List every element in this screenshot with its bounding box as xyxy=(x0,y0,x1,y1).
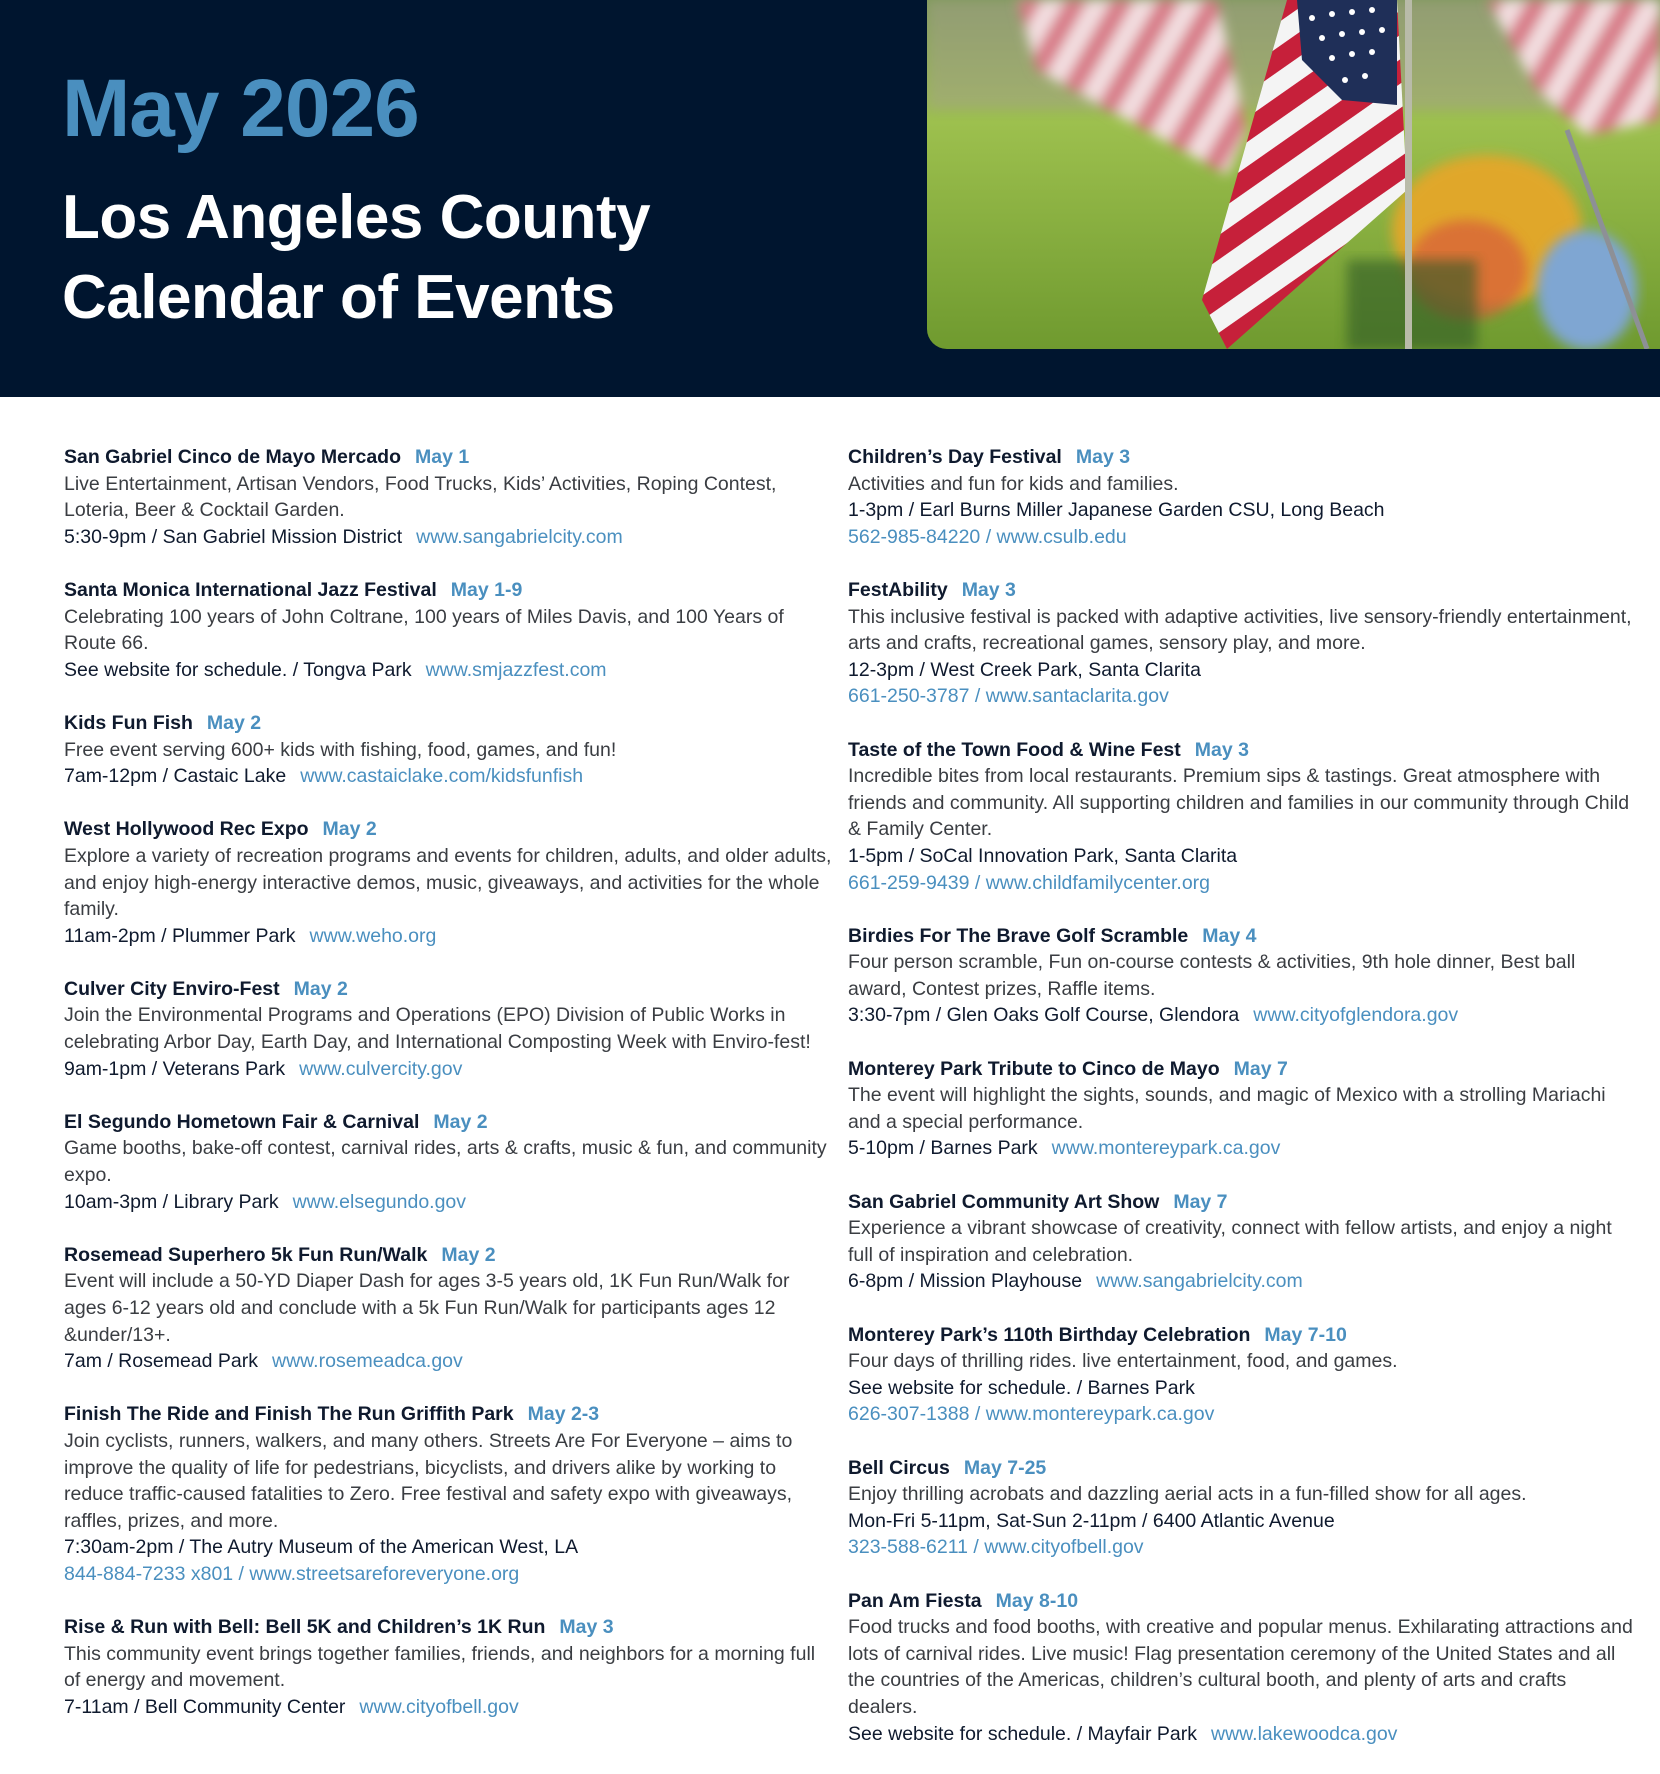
event-date: May 7-10 xyxy=(1264,1323,1347,1346)
event-details: 3:30-7pm / Glen Oaks Golf Course, Glendora xyxy=(848,1004,1240,1027)
event-header xyxy=(848,1322,1638,1349)
american-flag-photo xyxy=(927,0,1660,349)
event-details: See website for schedule. / Tongva Park xyxy=(64,658,412,681)
event-date: May 2 xyxy=(433,1110,488,1133)
event-time-location xyxy=(64,1694,834,1721)
event-time-location xyxy=(848,843,1638,870)
events-column-right xyxy=(848,444,1638,1774)
event-item xyxy=(848,1189,1638,1295)
event-name: San Gabriel Community Art Show xyxy=(848,1190,1160,1213)
event-header xyxy=(848,1056,1638,1083)
event-description: Incredible bites from local restaurants. Premium sips & tastings. Great atmosphere with friends and community. All supporting children and families in our community through Child & Family Center. xyxy=(848,765,1630,841)
event-name: Pan Am Fiesta xyxy=(848,1589,982,1612)
event-description: Celebrating 100 years of John Coltrane, 100 years of Miles Davis, and 100 Years of Route 66. xyxy=(64,605,784,655)
header-banner xyxy=(0,0,1660,397)
event-header xyxy=(64,1109,834,1136)
event-header xyxy=(848,1189,1638,1216)
event-item xyxy=(848,737,1638,897)
event-header xyxy=(64,976,834,1003)
event-name: Rise & Run with Bell: Bell 5K and Children’s 1K Run xyxy=(64,1616,546,1639)
event-contact-link[interactable]: 323-588-6211 / www.cityofbell.gov xyxy=(848,1536,1144,1559)
event-item xyxy=(848,1588,1638,1748)
event-website-link[interactable]: www.sangabrielcity.com xyxy=(416,525,623,548)
event-name: Children’s Day Festival xyxy=(848,446,1062,468)
event-name: Taste of the Town Food & Wine Fest xyxy=(848,738,1181,761)
page-title xyxy=(62,178,650,338)
event-item xyxy=(848,1056,1638,1162)
event-contact-link[interactable]: 661-259-9439 / www.childfamilycenter.org xyxy=(848,871,1211,894)
event-date: May 3 xyxy=(1194,738,1249,761)
event-website-link[interactable]: www.cityofbell.gov xyxy=(359,1695,519,1718)
event-header xyxy=(64,1614,834,1641)
event-date: May 2 xyxy=(441,1243,496,1266)
event-details: 12-3pm / West Creek Park, Santa Clarita xyxy=(848,658,1201,681)
event-item xyxy=(848,1322,1638,1428)
event-contact-link[interactable]: 562-985-84220 / www.csulb.edu xyxy=(848,525,1127,548)
event-item xyxy=(64,577,834,683)
event-contact-link[interactable]: 661-250-3787 / www.santaclarita.gov xyxy=(848,685,1169,708)
event-description: Join cyclists, runners, walkers, and many others. Streets Are For Everyone – aims to improve the quality of life for pedestrians, bicyclists, and drivers alike by working to reduce traffic-caused fatalities to Zero. Free festival and safety expo with giveaways, raffles, prizes, and more. xyxy=(64,1429,793,1532)
event-details: 7:30am-2pm / The Autry Museum of the American West, LA xyxy=(64,1536,579,1559)
event-time-location xyxy=(848,1721,1638,1748)
event-details: See website for schedule. / Mayfair Park xyxy=(848,1722,1197,1745)
events-column-left xyxy=(64,444,834,1747)
event-description: Event will include a 50-YD Diaper Dash for ages 3-5 years old, 1K Fun Run/Walk for ages 6-12 years old and conclude with a 5k Fun Run/Walk for participants ages 12 &under/13+. xyxy=(64,1270,790,1346)
event-date: May 1 xyxy=(415,446,470,468)
event-header xyxy=(848,923,1638,950)
event-description: Game booths, bake-off contest, carnival rides, arts & crafts, music & fun, and community expo. xyxy=(64,1137,827,1187)
event-name: Finish The Ride and Finish The Run Griffith Park xyxy=(64,1403,514,1426)
event-details: See website for schedule. / Barnes Park xyxy=(848,1376,1195,1399)
event-description: Four days of thrilling rides. live entertainment, food, and games. xyxy=(848,1350,1398,1373)
event-header xyxy=(64,816,834,843)
event-date: May 7 xyxy=(1173,1190,1228,1213)
event-item xyxy=(848,444,1638,550)
event-details: 10am-3pm / Library Park xyxy=(64,1190,279,1213)
flag-photo-icon xyxy=(927,0,1660,349)
event-time-location xyxy=(64,1534,834,1561)
event-header xyxy=(64,1242,834,1269)
event-name: Bell Circus xyxy=(848,1456,950,1479)
event-website-link[interactable]: www.smjazzfest.com xyxy=(425,658,607,681)
event-header xyxy=(848,577,1638,604)
event-website-link[interactable]: www.cityofglendora.gov xyxy=(1253,1004,1459,1027)
event-time-location xyxy=(848,1508,1638,1535)
event-time-location xyxy=(64,1056,834,1083)
event-description: Join the Environmental Programs and Operations (EPO) Division of Public Works in celebrating Arbor Day, Earth Day, and International Composting Week with Enviro-fest! xyxy=(64,1004,811,1054)
event-details: 7am / Rosemead Park xyxy=(64,1350,259,1373)
event-description: This community event brings together families, friends, and neighbors for a morning full of energy and movement. xyxy=(64,1642,816,1692)
event-date: May 2 xyxy=(322,818,377,841)
event-website-link[interactable]: www.elsegundo.gov xyxy=(292,1190,467,1213)
event-header xyxy=(848,737,1638,764)
event-header xyxy=(848,444,1638,471)
event-date: May 8-10 xyxy=(995,1589,1079,1612)
month-heading: May 2026 xyxy=(62,63,419,154)
event-details: 1-5pm / SoCal Innovation Park, Santa Clarita xyxy=(848,844,1238,867)
event-time-location xyxy=(848,1002,1638,1029)
event-date: May 3 xyxy=(961,578,1016,601)
event-header xyxy=(64,444,834,471)
event-time-location xyxy=(64,657,834,684)
event-name: Santa Monica International Jazz Festival xyxy=(64,578,437,601)
event-item xyxy=(848,577,1638,710)
event-name: Rosemead Superhero 5k Fun Run/Walk xyxy=(64,1243,428,1266)
event-name: Monterey Park Tribute to Cinco de Mayo xyxy=(848,1057,1220,1080)
event-item xyxy=(64,444,834,550)
page-title-line-1: Los Angeles County xyxy=(62,183,651,252)
event-header xyxy=(64,710,834,737)
event-website-link[interactable]: www.castaiclake.com/kidsfunfish xyxy=(300,765,584,788)
event-website-link[interactable]: www.rosemeadca.gov xyxy=(272,1350,463,1373)
event-description: The event will highlight the sights, sounds, and magic of Mexico with a strolling Mariachi and a special performance. xyxy=(848,1084,1606,1133)
event-name: Culver City Enviro-Fest xyxy=(64,977,280,1000)
event-time-location xyxy=(64,763,834,790)
event-name: West Hollywood Rec Expo xyxy=(64,818,309,841)
event-description: Experience a vibrant showcase of creativity, connect with fellow artists, and enjoy a night full of inspiration and celebration. xyxy=(848,1217,1612,1266)
event-name: El Segundo Hometown Fair & Carnival xyxy=(64,1110,420,1133)
event-time-location xyxy=(64,923,834,950)
event-time-location xyxy=(848,1135,1638,1162)
event-time-location xyxy=(848,497,1638,524)
event-time-location xyxy=(848,1375,1638,1402)
event-details: 1-3pm / Earl Burns Miller Japanese Garden CSU, Long Beach xyxy=(848,499,1385,522)
event-details: 11am-2pm / Plummer Park xyxy=(64,924,296,947)
event-details: 7am-12pm / Castaic Lake xyxy=(64,765,287,788)
event-name: Kids Fun Fish xyxy=(64,711,193,734)
event-details: 7-11am / Bell Community Center xyxy=(64,1695,346,1718)
event-item xyxy=(64,1401,834,1587)
event-time-location xyxy=(848,1268,1638,1295)
page-title-line-2: Calendar of Events xyxy=(62,263,615,332)
event-name: Monterey Park’s 110th Birthday Celebration xyxy=(848,1323,1251,1346)
event-description: Enjoy thrilling acrobats and dazzling aerial acts in a fun-filled show for all ages. xyxy=(848,1483,1527,1506)
event-item xyxy=(64,976,834,1082)
event-date: May 2 xyxy=(206,711,262,734)
event-name: FestAbility xyxy=(848,578,948,601)
event-time-location xyxy=(64,1189,834,1216)
event-details: 5:30-9pm / San Gabriel Mission District xyxy=(64,525,403,548)
event-name: Birdies For The Brave Golf Scramble xyxy=(848,924,1189,947)
event-website-link[interactable]: www.culvercity.gov xyxy=(299,1057,463,1080)
event-date: May 3 xyxy=(559,1616,614,1639)
event-details: 5-10pm / Barnes Park xyxy=(848,1137,1038,1160)
event-date: May 2-3 xyxy=(527,1403,600,1426)
event-details: 9am-1pm / Veterans Park xyxy=(64,1057,286,1080)
event-time-location xyxy=(848,657,1638,684)
event-details: 6-8pm / Mission Playhouse xyxy=(848,1270,1083,1293)
event-date: May 2 xyxy=(293,977,348,1000)
event-description: This inclusive festival is packed with adaptive activities, live sensory-friendly entertainment, arts and crafts, recreational games, sensory play, and more. xyxy=(848,605,1632,655)
event-item xyxy=(64,1109,834,1215)
event-date: May 4 xyxy=(1202,924,1257,947)
event-item xyxy=(64,1242,834,1375)
event-details: Mon-Fri 5-11pm, Sat-Sun 2-11pm / 6400 Atlantic Avenue xyxy=(848,1509,1335,1532)
event-website-link[interactable]: www.sangabrielcity.com xyxy=(1096,1270,1303,1293)
event-description: Free event serving 600+ kids with fishing, food, games, and fun! xyxy=(64,738,617,761)
event-contact-link[interactable]: 626-307-1388 / www.montereypark.ca.gov xyxy=(848,1403,1215,1426)
event-description: Explore a variety of recreation programs and events for children, adults, and older adults, and enjoy high-energy interactive demos, music, giveaways, and activities for the whole family. xyxy=(64,844,832,921)
event-description: Four person scramble, Fun on-course contests & activities, 9th hole dinner, Best ball award, Contest prizes, Raffle items. xyxy=(848,951,1576,1000)
event-header xyxy=(848,1588,1638,1615)
event-contact-link[interactable]: 844-884-7233 x801 / www.streetsareforeveryone.org xyxy=(64,1562,520,1585)
event-item xyxy=(64,1614,834,1720)
event-date: May 7 xyxy=(1233,1057,1288,1080)
event-description: Live Entertainment, Artisan Vendors, Food Trucks, Kids’ Activities, Roping Contest, Loteria, Beer & Cocktail Garden. xyxy=(64,472,777,522)
event-time-location xyxy=(64,1348,834,1375)
event-website-link[interactable]: www.lakewoodca.gov xyxy=(1211,1722,1398,1745)
event-item xyxy=(848,1455,1638,1561)
event-website-link[interactable]: www.montereypark.ca.gov xyxy=(1051,1137,1281,1160)
event-item xyxy=(64,816,834,949)
event-item xyxy=(64,710,834,790)
event-time-location xyxy=(64,524,834,551)
event-date: May 3 xyxy=(1075,446,1131,468)
event-website-link[interactable]: www.weho.org xyxy=(309,924,437,947)
event-date: May 1-9 xyxy=(450,578,523,601)
event-item xyxy=(848,923,1638,1029)
event-description: Food trucks and food booths, with creative and popular menus. Exhilarating attractions and lots of carnival rides. Live music! Flag presentation ceremony of the United States and all the countries of the Americas, children’s cultural booth, and plenty of arts and crafts dealers. xyxy=(848,1616,1633,1718)
event-description: Activities and fun for kids and families. xyxy=(848,472,1179,495)
event-header xyxy=(64,1401,834,1428)
event-name: San Gabriel Cinco de Mayo Mercado xyxy=(64,446,402,468)
event-header xyxy=(64,577,834,604)
event-date: May 7-25 xyxy=(963,1456,1047,1479)
event-header xyxy=(848,1455,1638,1482)
